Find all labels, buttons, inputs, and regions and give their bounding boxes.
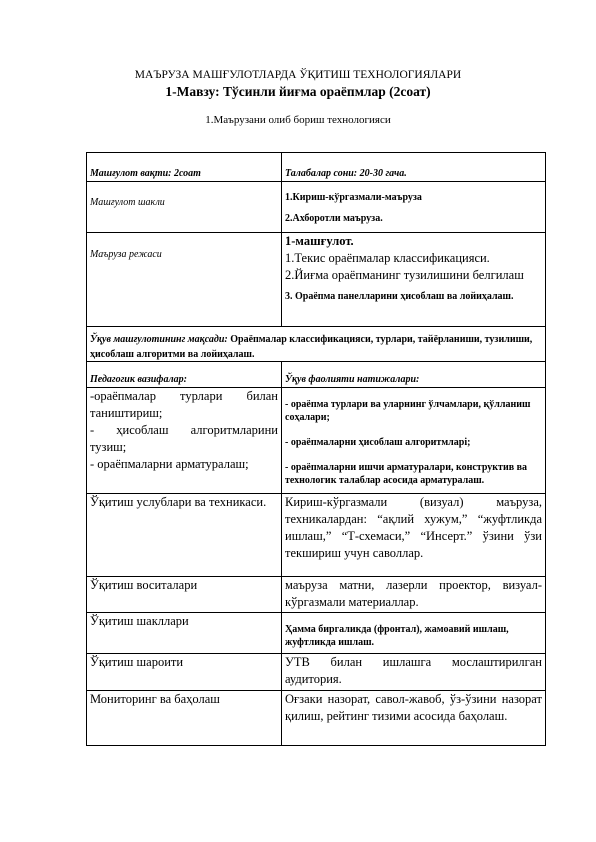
plan-session-heading: 1-машғулот. <box>285 234 354 248</box>
table-row <box>87 388 546 494</box>
table-row <box>87 182 546 233</box>
table-row <box>87 153 546 182</box>
monitoring-label: Мониторинг ва баҳолаш <box>90 692 220 706</box>
teaching-conditions-label: Ўқитиш шароити <box>90 655 184 669</box>
teaching-forms-label: Ўқитиш шакллари <box>90 614 189 628</box>
page-heading: МАЪРУЗА МАШҒУЛОТЛАРДА ЎҚИТИШ ТЕХНОЛОГИЯЛАРИ <box>134 69 462 81</box>
teaching-conditions-text: УТВ билан ишлашга мослаштирилган аудитория. <box>285 655 542 686</box>
lesson-goal-label: Ўқув машғулотининг мақсади: <box>90 334 228 345</box>
table-row <box>87 327 546 362</box>
learning-outcomes-label: Ўқув фаолияти натижалари: <box>285 374 420 385</box>
teaching-forms-text: Ҳамма биргаликда (фронтал), жамоавий ишлаш, жуфтликда ишлаш. <box>285 624 509 648</box>
session-time-label: Машғулот вақти: 2соат <box>90 168 201 179</box>
section-subtitle: 1.Маърузани олиб бориш технологияси <box>205 114 391 126</box>
lesson-goal-text: Ораёпмалар классификацияси, турлари, тайёрланиши, тузилиши, ҳисоблаш алгоритми ва лойиҳалаш. <box>90 334 533 360</box>
table-row <box>87 577 546 613</box>
monitoring-text: Оғзаки назорат, савол-жавоб, ўз-ўзини назорат қилиш, рейтинг тизими асосида баҳолаш. <box>285 692 542 723</box>
student-count-label: Талабалар сони: 20-30 гача. <box>285 168 407 179</box>
teaching-tools-text: маъруза матни, лазерли проектор, визуал-кўргазмали материаллар. <box>285 578 542 609</box>
learning-outcome-item: - ораёпма турлари ва уларнинг ўлчамлари, қўлланиш соҳалари; <box>285 399 531 423</box>
session-form-item: 1.Кириш-кўргазмали-маъруза <box>285 192 422 203</box>
table-row <box>87 654 546 691</box>
pedagogical-tasks-label: Педагогик вазифалар: <box>90 374 187 385</box>
learning-outcome-item: - ораёпмаларни ҳисоблаш алгоритмларі; <box>285 437 471 448</box>
pedagogical-tasks-list: -ораёпмалар турлари билан таништириш; - ҳисоблаш алгоритмларини тузиш; - ораёпмаларни арматуралаш; <box>90 389 278 471</box>
teaching-methods-text: Кириш-кўргазмали (визуал) маъруза, техникалардан: “ақлий хужум,” “жуфтликда ишлаш,” “Т-схемаси,” “Инсерт.” ўзини ўзи текшириш учун саволлар. <box>285 495 542 560</box>
table-row <box>87 362 546 388</box>
session-form-label: Машғулот шакли <box>90 197 165 208</box>
session-form-item: 2.Ахборотли маъруза. <box>285 213 383 224</box>
plan-item: 2.Йиғма ораёпманинг тузилишини белгилаш <box>285 268 524 282</box>
table-row <box>87 691 546 746</box>
teaching-methods-label: Ўқитиш услублари ва техникаси. <box>90 495 267 509</box>
learning-outcome-item: - ораёпмаларни ишчи арматуралари, конструктив ва технологик талаблар асосида арматуралаш. <box>285 462 528 486</box>
table-row <box>87 233 546 327</box>
lecture-technology-table <box>86 152 546 746</box>
table-row <box>87 613 546 654</box>
lecture-topic-title: 1-Мавзу: Тўсинли йиғма ораёпмлар (2соат) <box>165 84 431 99</box>
plan-item: 1.Текис ораёпмалар классификацияси. <box>285 251 490 265</box>
table-row <box>87 494 546 577</box>
teaching-tools-label: Ўқитиш воситалари <box>90 578 198 592</box>
lecture-plan-label: Маъруза режаси <box>90 249 162 260</box>
plan-item: 3. Ораёпма панелларини ҳисоблаш ва лойиҳалаш. <box>285 291 514 302</box>
